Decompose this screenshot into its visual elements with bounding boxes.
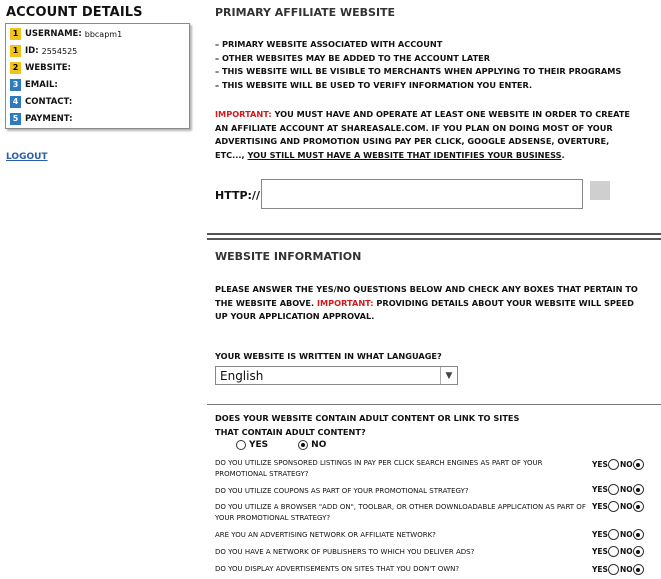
- yes-label: YES: [592, 460, 608, 469]
- no-label: NO: [619, 547, 633, 556]
- question-text: DO YOU DISPLAY ADVERTISEMENTS ON SITES THAT YOU DON'T OWN?: [215, 565, 460, 573]
- intro-important-label: IMPORTANT:: [316, 297, 374, 308]
- primary-website-heading: PRIMARY AFFILIATE WEBSITE: [215, 6, 396, 19]
- yes-label: YES: [592, 565, 608, 574]
- account-row-payment: [10, 112, 72, 126]
- language-select-value: English: [220, 368, 264, 383]
- yes-radio[interactable]: [608, 501, 619, 512]
- no-radio[interactable]: [633, 484, 644, 495]
- step-badge: 2: [10, 62, 21, 74]
- adult-no-radio[interactable]: [298, 440, 308, 450]
- no-label: NO: [619, 460, 633, 469]
- id-value: 2554525: [41, 46, 78, 56]
- yes-radio[interactable]: [608, 484, 619, 495]
- website-info-intro: [215, 283, 640, 324]
- email-label: EMAIL:: [25, 80, 58, 90]
- payment-label: PAYMENT:: [25, 114, 73, 124]
- step-badge: 1: [10, 28, 21, 40]
- bullet-item: – THIS WEBSITE WILL BE USED TO VERIFY INFORMATION YOU ENTER.: [215, 79, 533, 90]
- step-badge: 4: [10, 96, 21, 108]
- yes-label: YES: [592, 485, 608, 494]
- divider-line: [207, 404, 661, 405]
- bullet-item: – PRIMARY WEBSITE ASSOCIATED WITH ACCOUNT: [215, 39, 443, 49]
- no-radio[interactable]: [633, 529, 644, 540]
- important-end: .: [561, 149, 565, 160]
- language-label: YOUR WEBSITE IS WRITTEN IN WHAT LANGUAGE?: [215, 351, 442, 361]
- language-select[interactable]: [215, 366, 458, 385]
- yes-no-group: [592, 564, 644, 575]
- yes-no-group: [592, 546, 644, 557]
- account-row-email: [10, 78, 58, 92]
- account-details-box: [5, 23, 190, 129]
- step-badge: 1: [10, 45, 21, 57]
- logout-link[interactable]: LOGOUT: [6, 152, 48, 162]
- adult-content-question: DOES YOUR WEBSITE CONTAIN ADULT CONTENT OR LINK TO SITES THAT CONTAIN ADULT CONTENT?: [215, 413, 520, 437]
- important-notice: [215, 108, 635, 162]
- no-label: NO: [619, 530, 633, 539]
- account-row-username: [10, 27, 122, 41]
- account-row-website: [10, 61, 71, 75]
- yes-radio[interactable]: [608, 546, 619, 557]
- bullet-item: – OTHER WEBSITES MAY BE ADDED TO THE ACCOUNT LATER: [215, 52, 491, 63]
- step-badge: 5: [10, 113, 21, 125]
- yes-radio[interactable]: [608, 459, 619, 470]
- contact-label: CONTACT:: [25, 97, 73, 107]
- account-details-title: ACCOUNT DETAILS: [6, 5, 143, 20]
- important-text: YOU MUST HAVE AND OPERATE AT LEAST ONE WEBSITE IN ORDER TO CREATE AN AFFILIATE ACCOUNT AT SHAREASALE.COM. IF YOU PLAN ON DOING MOST OF YOUR ADVERTISING AND PROMOTION USING PAY PER CLICK, GOOGLE ADSENSE, OVERTURE, ETC...,: [215, 109, 630, 160]
- yes-no-group: [592, 459, 644, 470]
- question-text: DO YOU UTILIZE COUPONS AS PART OF YOUR PROMOTIONAL STRATEGY?: [215, 487, 469, 495]
- section-divider: [207, 238, 661, 240]
- username-value: bbcapm1: [84, 29, 123, 39]
- yes-label: YES: [592, 530, 608, 539]
- important-label: IMPORTANT:: [215, 109, 272, 119]
- section-divider: [207, 233, 661, 235]
- no-label: NO: [619, 502, 633, 511]
- question-text: DO YOU HAVE A NETWORK OF PUBLISHERS TO WHICH YOU DELIVER ADS?: [215, 548, 475, 556]
- yes-radio[interactable]: [608, 529, 619, 540]
- id-label: ID:: [25, 46, 39, 56]
- chevron-down-icon: ▼: [440, 367, 457, 384]
- important-underlined-text: YOU STILL MUST HAVE A WEBSITE THAT IDENTIFIES YOUR BUSINESS: [247, 149, 562, 160]
- adult-yes-label: YES: [249, 440, 269, 450]
- no-label: NO: [619, 485, 633, 494]
- intro-rest: PROVIDING DETAILS ABOUT YOUR WEBSITE WILL SPEED UP YOUR APPLICATION APPROVAL.: [215, 297, 634, 321]
- website-information-heading: WEBSITE INFORMATION: [215, 250, 362, 263]
- website-url-input[interactable]: [261, 179, 583, 209]
- no-radio[interactable]: [633, 459, 644, 470]
- account-row-contact: [10, 95, 72, 109]
- question-text: DO YOU UTILIZE A BROWSER "ADD ON", TOOLBAR, OR OTHER DOWNLOADABLE APPLICATION AS PART OF YOUR PROMOTIONAL STRATEGY?: [215, 503, 586, 522]
- no-label: NO: [619, 565, 633, 574]
- yes-radio[interactable]: [608, 564, 619, 575]
- primary-website-bullets: [215, 38, 655, 92]
- yes-no-group: [592, 529, 644, 540]
- step-badge: 3: [10, 79, 21, 91]
- adult-content-options: [236, 440, 326, 450]
- no-radio[interactable]: [633, 501, 644, 512]
- adult-no-label: NO: [311, 440, 327, 450]
- no-radio[interactable]: [633, 546, 644, 557]
- url-action-button[interactable]: [590, 181, 610, 200]
- username-label: USERNAME:: [25, 29, 82, 39]
- question-text: ARE YOU AN ADVERTISING NETWORK OR AFFILIATE NETWORK?: [215, 531, 436, 539]
- no-radio[interactable]: [633, 564, 644, 575]
- intro-text: PLEASE ANSWER THE YES/NO QUESTIONS BELOW AND CHECK ANY BOXES THAT PERTAIN TO THE WEBSITE ABOVE.: [215, 284, 638, 308]
- yes-no-group: [592, 484, 644, 495]
- account-row-id: [10, 44, 77, 58]
- yes-no-group: [592, 501, 644, 512]
- yes-label: YES: [592, 547, 608, 556]
- website-label: WEBSITE:: [25, 63, 71, 73]
- question-text: DO YOU UTILIZE SPONSORED LISTINGS IN PAY PER CLICK SEARCH ENGINES AS PART OF YOUR PROMOTIONAL STRATEGY?: [215, 459, 543, 478]
- adult-yes-radio[interactable]: [236, 440, 246, 450]
- bullet-item: – THIS WEBSITE WILL BE VISIBLE TO MERCHANTS WHEN APPLYING TO THEIR PROGRAMS: [215, 66, 622, 76]
- yes-label: YES: [592, 502, 608, 511]
- http-label: HTTP://: [215, 189, 260, 202]
